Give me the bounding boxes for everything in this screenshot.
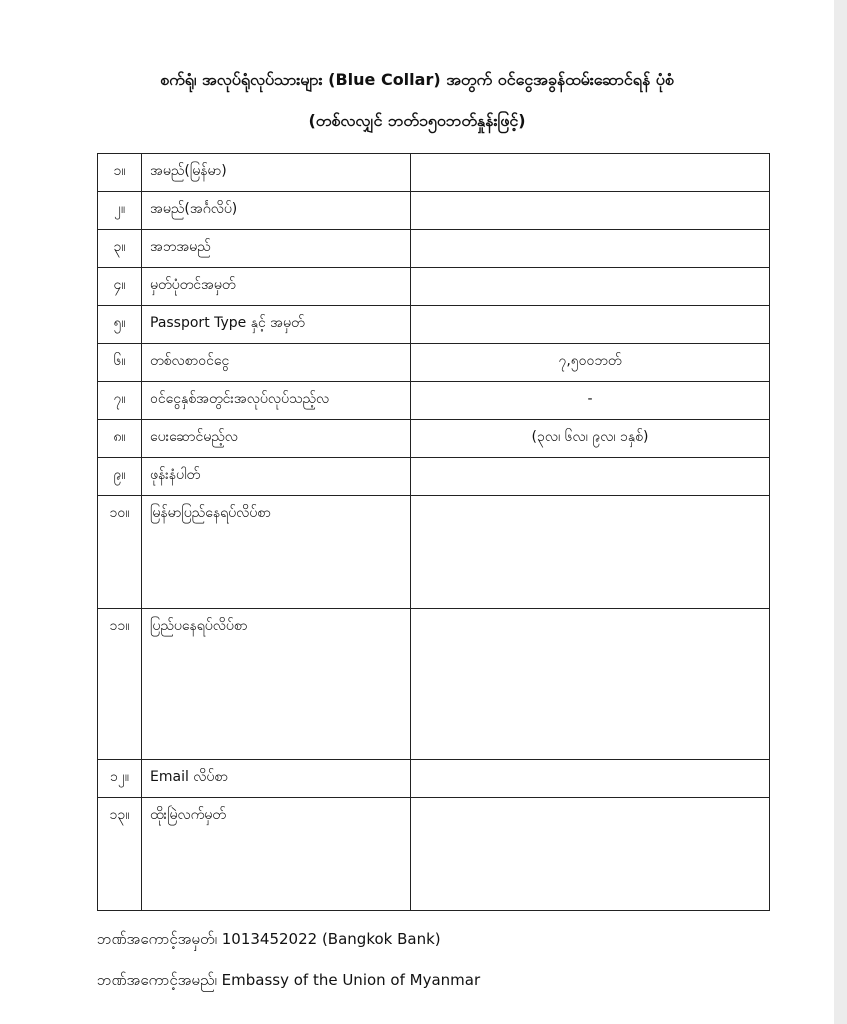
row-value: - [411, 382, 770, 420]
row-value: ၇,၅၀၀ဘတ် [411, 344, 770, 382]
form-row-passport [98, 306, 770, 344]
row-number: ၆။ [98, 344, 142, 382]
bank-account-number [97, 929, 441, 949]
bank-account-name-value: Embassy of the Union of Myanmar [221, 971, 481, 989]
row-value [411, 306, 770, 344]
row-number: ၁၂။ [98, 760, 142, 798]
row-number: ၅။ [98, 306, 142, 344]
row-value [411, 458, 770, 496]
row-value [411, 609, 770, 760]
row-label: ပေးဆောင်မည့်လ [142, 420, 411, 458]
form-row-phone [98, 458, 770, 496]
bank-account-name-label: ဘဏ်အကောင့်အမည်၊ [97, 971, 217, 989]
form-subtitle: (တစ်လလျှင် ဘတ်၁၅၀ဘတ်နှုန်းဖြင့်) [308, 111, 526, 130]
tax-form-table [97, 153, 770, 911]
row-label: ထိုးမြဲလက်မှတ် [142, 798, 411, 911]
row-label: တစ်လစာဝင်ငွေ [142, 344, 411, 382]
form-row-monthly-income [98, 344, 770, 382]
row-value [411, 268, 770, 306]
row-value [411, 496, 770, 609]
row-value [411, 192, 770, 230]
form-row-months-worked [98, 382, 770, 420]
row-number: ၂။ [98, 192, 142, 230]
form-row-signature [98, 798, 770, 911]
row-number: ၈။ [98, 420, 142, 458]
row-number: ၁၁။ [98, 609, 142, 760]
row-value [411, 760, 770, 798]
row-number: ၇။ [98, 382, 142, 420]
form-title: စက်ရုံ၊ အလုပ်ရုံလုပ်သားများ (Blue Collar) အတွက် ဝင်ငွေအခွန်ထမ်းဆောင်ရန် ပုံစံ [160, 70, 674, 89]
row-value [411, 230, 770, 268]
bank-account-name [97, 970, 480, 990]
page-edge-strip [834, 0, 847, 1024]
form-row-name-myanmar [98, 154, 770, 192]
row-label: ပြည်ပနေရပ်လိပ်စာ [142, 609, 411, 760]
form-row-abroad-address [98, 609, 770, 760]
bank-account-number-value: 1013452022 (Bangkok Bank) [221, 930, 441, 948]
row-number: ၁၀။ [98, 496, 142, 609]
form-row-myanmar-address [98, 496, 770, 609]
row-label: အဘအမည် [142, 230, 411, 268]
row-number: ၉။ [98, 458, 142, 496]
form-row-payment-months [98, 420, 770, 458]
row-label: မှတ်ပုံတင်အမှတ် [142, 268, 411, 306]
form-row-nrc-number [98, 268, 770, 306]
row-label: မြန်မာပြည်နေရပ်လိပ်စာ [142, 496, 411, 609]
row-label: အမည်(အင်္ဂလိပ်) [142, 192, 411, 230]
row-label: Passport Type နှင့် အမှတ် [142, 306, 411, 344]
row-label: Email လိပ်စာ [142, 760, 411, 798]
row-number: ၁။ [98, 154, 142, 192]
row-number: ၁၃။ [98, 798, 142, 911]
row-value: (၃လ၊ ၆လ၊ ၉လ၊ ၁နှစ်) [411, 420, 770, 458]
row-number: ၄။ [98, 268, 142, 306]
form-row-father-name [98, 230, 770, 268]
form-row-name-english [98, 192, 770, 230]
row-value [411, 154, 770, 192]
bank-account-number-label: ဘဏ်အကောင့်အမှတ်၊ [97, 930, 217, 948]
row-label: ဝင်ငွေနှစ်အတွင်းအလုပ်လုပ်သည့်လ [142, 382, 411, 420]
row-label: ဖုန်းနံပါတ် [142, 458, 411, 496]
row-number: ၃။ [98, 230, 142, 268]
row-value [411, 798, 770, 911]
row-label: အမည်(မြန်မာ) [142, 154, 411, 192]
form-row-email [98, 760, 770, 798]
